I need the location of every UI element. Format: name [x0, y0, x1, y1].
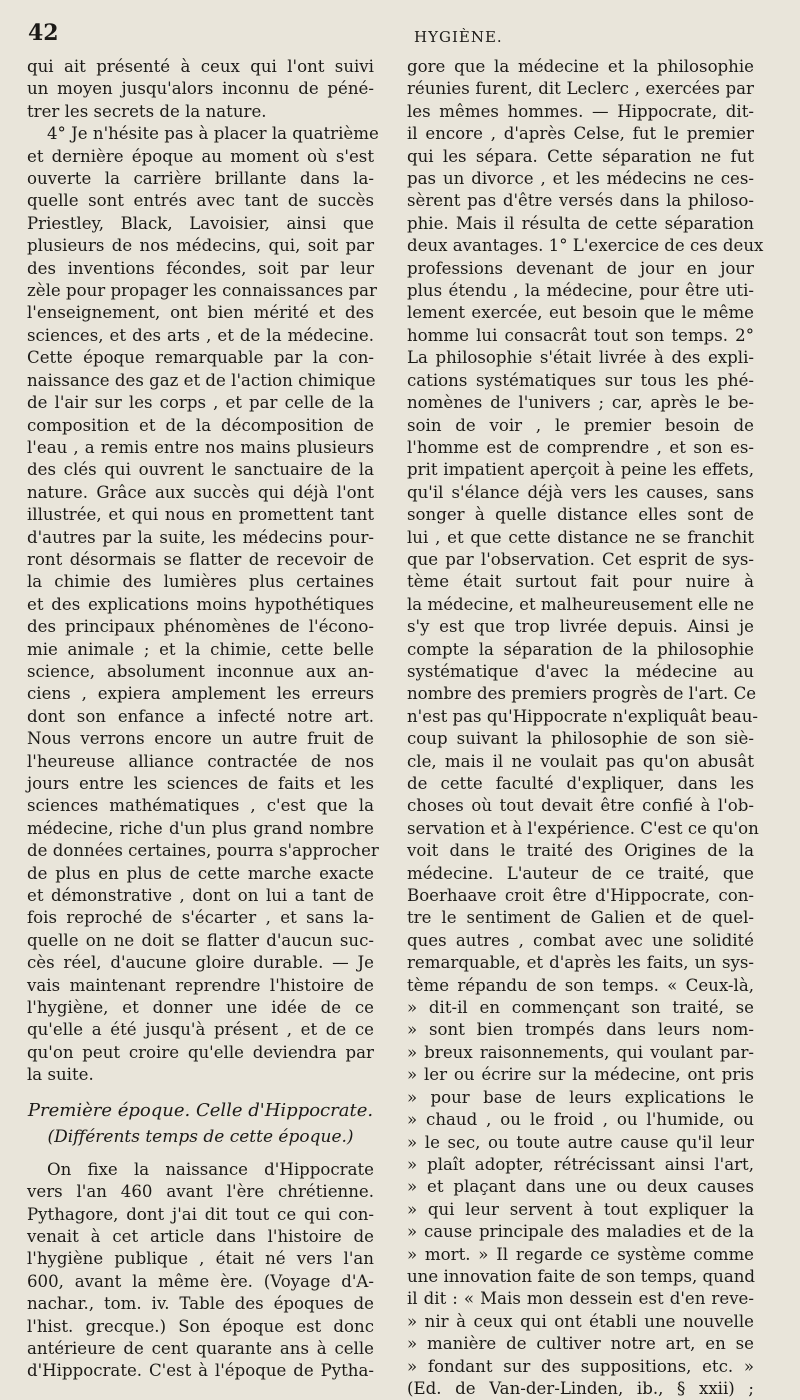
text-line: » ler ou écrire sur la médecine, ont pris [407, 1065, 754, 1085]
text-line: » manière de cultiver notre art, en se [407, 1334, 754, 1354]
text-line: cations systématiques sur tous les phé- [407, 370, 754, 390]
text-line: que par l'observation. Cet esprit de sys- [407, 549, 754, 569]
text-line: Boerhaave croit être d'Hippocrate, con- [407, 886, 754, 906]
text-line: science, absolument inconnue aux an- [27, 661, 374, 681]
text-line: » mort. » Il regarde ce système comme [407, 1244, 754, 1264]
text-line: d'autres par la suite, les médecins pour- [27, 527, 374, 547]
text-line: plusieurs de nos médecins, qui, soit par [27, 236, 374, 256]
text-line: quelle sont entrés avec tant de succès [27, 191, 374, 211]
text-line: » dit-il en commençant son traité, se [407, 998, 754, 1018]
text-line: de données certaines, pourra s'approcher [27, 841, 379, 861]
text-line: qui les sépara. Cette séparation ne fut [407, 146, 754, 166]
text-line: l'hist. grecque.) Son époque est donc [27, 1316, 374, 1336]
text-line: coup suivant la philosophie de son siè- [407, 729, 754, 749]
text-line: réunies furent, dit Leclerc , exercées par [407, 79, 754, 99]
text-line: sciences mathématiques , c'est que la [27, 796, 374, 816]
text-line: naissance des gaz et de l'action chimique [27, 370, 376, 390]
text-line: » qui leur servent à tout expliquer la [407, 1199, 754, 1219]
text-line: d'Hippocrate. C'est à l'époque de Pytha- [27, 1361, 374, 1381]
text-line: homme lui consacrât tout son temps. 2° [407, 325, 754, 345]
text-line: nature. Grâce aux succès qui déjà l'ont [27, 482, 374, 502]
text-line: voit dans le traité des Origines de la [407, 841, 754, 861]
paragraph [407, 56, 764, 1400]
text-line: nachar., tom. iv. Table des époques de [27, 1294, 374, 1314]
text-line: » nir à ceux qui ont établi une nouvelle [407, 1311, 754, 1331]
section-heading: Première époque. Celle d'Hippocrate. [27, 1099, 374, 1121]
text-line: pas un divorce , et les médecins ne ces- [407, 169, 754, 189]
text-line: » breux raisonnements, qui voulant par- [407, 1042, 754, 1062]
text-line: des clés qui ouvrent le sanctuaire de la [27, 460, 374, 480]
text-line: qu'on peut croire qu'elle deviendra par [27, 1042, 374, 1062]
left-column [27, 56, 379, 1383]
text-line: de l'air sur les corps , et par celle de la [27, 393, 374, 413]
text-line: choses où tout devait être confié à l'ob- [407, 796, 754, 816]
text-line: l'hygiène publique , était né vers l'an [27, 1249, 374, 1269]
text-line: ront désormais se flatter de recevoir de [27, 549, 374, 569]
right-column [407, 56, 764, 1400]
text-line: vais maintenant reprendre l'histoire de [27, 975, 374, 995]
text-line: illustrée, et qui nous en promettent tant [27, 505, 374, 525]
text-line: il encore , d'après Celse, fut le premier [407, 124, 754, 144]
text-line: il dit : « Mais mon dessein est d'en reve- [407, 1289, 754, 1309]
text-line: lui , et que cette distance ne se franchit [407, 527, 754, 547]
text-line: l'heureuse alliance contractée de nos [27, 751, 374, 771]
text-line: » pour base de leurs explications le [407, 1087, 754, 1107]
text-line: qu'il s'élance déjà vers les causes, sans [407, 482, 754, 502]
text-line: l'enseignement, ont bien mérité et des [27, 303, 374, 323]
text-line: ouverte la carrière brillante dans la- [27, 169, 374, 189]
text-line: tème répandu de son temps. « Ceux-là, [407, 975, 754, 995]
text-line: 4° Je n'hésite pas à placer la quatrième [47, 124, 379, 144]
text-line: composition et de la décomposition de [27, 415, 374, 435]
text-line: plus étendu , la médecine, pour être uti- [407, 281, 754, 301]
running-head: HYGIÈNE. [414, 28, 503, 46]
text-line: l'hygiène, et donner une idée de ce [27, 998, 374, 1018]
text-line: un moyen jusqu'alors inconnu de péné- [27, 79, 374, 99]
text-line: sèrent pas d'être versés dans la philoso- [407, 191, 754, 211]
text-line: » chaud , ou le froid , ou l'humide, ou [407, 1110, 754, 1130]
text-line: professions devenant de jour en jour [407, 258, 754, 278]
text-line: mie animale ; et la chimie, cette belle [27, 639, 374, 659]
text-line: » le sec, ou toute autre cause qu'il leur [407, 1132, 754, 1152]
page-header [28, 20, 760, 50]
text-line: n'est pas qu'Hippocrate n'expliquât beau- [407, 706, 759, 726]
text-line: soin de voir , le premier besoin de [407, 415, 754, 435]
text-line: cle, mais il ne voulait pas qu'on abusât [407, 751, 754, 771]
text-line: » fondant sur des suppositions, etc. » [407, 1356, 754, 1376]
text-line: trer les secrets de la nature. [27, 101, 267, 121]
text-line: Nous verrons encore un autre fruit de [27, 729, 374, 749]
text-line: qui ait présenté à ceux qui l'ont suivi [27, 57, 374, 76]
section-heading-block [27, 1099, 374, 1149]
text-line: des principaux phénomènes de l'écono- [27, 617, 374, 637]
text-line: La philosophie s'était livrée à des expli- [407, 348, 754, 368]
text-line: vers l'an 460 avant l'ère chrétienne. [27, 1182, 374, 1202]
text-line: jours entre les sciences de faits et les [27, 774, 374, 793]
text-line: et des explications moins hypothétiques [27, 594, 374, 614]
text-line: des inventions fécondes, soit par leur [27, 258, 374, 278]
text-line: songer à quelle distance elles sont de [407, 505, 754, 525]
text-line: » sont bien trompés dans leurs nom- [407, 1020, 754, 1040]
text-line: tre le sentiment de Galien et de quel- [407, 908, 754, 928]
text-line: ciens , expiera amplement les erreurs [27, 684, 374, 704]
text-line: Priestley, Black, Lavoisier, ainsi que [27, 213, 374, 233]
text-line: systématique d'avec la médecine au [407, 661, 754, 681]
text-line: deux avantages. 1° L'exercice de ces deux [407, 236, 764, 256]
text-line: On fixe la naissance d'Hippocrate [47, 1159, 374, 1179]
text-line: » et plaçant dans une ou deux causes [407, 1177, 754, 1197]
text-line: sciences, et des arts , et de la médecine. [27, 325, 374, 345]
text-line: gore que la médecine et la philosophie [407, 57, 754, 76]
text-line: nomènes de l'univers ; car, après le be- [407, 393, 754, 413]
text-line: de plus en plus de cette marche exacte [27, 863, 374, 883]
text-line: nombre des premiers progrès de l'art. Ce [407, 684, 757, 704]
text-line: prit impatient aperçoit à peine les effets, [407, 460, 754, 480]
text-line: 600, avant la même ère. (Voyage d'A- [27, 1271, 374, 1291]
text-line: la suite. [27, 1065, 94, 1085]
text-line: l'eau , a remis entre nos mains plusieurs [27, 437, 374, 457]
page-number: 42 [28, 20, 59, 46]
text-line: zèle pour propager les connaissances par [27, 281, 377, 301]
paragraph [27, 56, 374, 123]
text-line: et démonstrative , dont on lui a tant de [27, 886, 374, 906]
text-line: (Ed. de Van-der-Linden, ib., § xxii) ; [407, 1378, 754, 1398]
text-line: les mêmes hommes. — Hippocrate, dit- [407, 101, 754, 121]
text-line: lement exercée, eut besoin que le même [407, 303, 754, 323]
paragraph [27, 1159, 374, 1383]
text-line: qu'elle a été jusqu'à présent , et de ce [27, 1020, 374, 1040]
text-line: quelle on ne doit se flatter d'aucun suc- [27, 930, 374, 950]
text-line: la médecine, et malheureusement elle ne [407, 594, 755, 614]
text-line: l'homme est de comprendre , et son es- [407, 437, 754, 457]
text-line: Cette époque remarquable par la con- [27, 348, 374, 368]
text-line: et dernière époque au moment où s'est [27, 146, 374, 166]
text-line: remarquable, et d'après les faits, un sys- [407, 953, 754, 973]
text-line: tème était surtout fait pour nuire à [407, 572, 754, 592]
text-line: s'y est que trop livrée depuis. Ainsi je [407, 617, 754, 637]
paragraph [27, 123, 379, 1086]
text-line: fois reproché de s'écarter , et sans la- [27, 908, 374, 928]
text-line: » plaît adopter, rétrécissant ainsi l'art, [407, 1154, 754, 1174]
text-line: médecine. L'auteur de ce traité, que [407, 863, 754, 883]
text-line: phie. Mais il résulta de cette séparation [407, 213, 754, 233]
text-line: servation et à l'expérience. C'est ce qu'on [407, 818, 759, 838]
text-line: de cette faculté d'expliquer, dans les [407, 774, 754, 793]
text-line: une innovation faite de son temps, quand [407, 1266, 756, 1286]
text-line: ques autres , combat avec une solidité [407, 930, 754, 950]
text-line: venait à cet article dans l'histoire de [27, 1226, 374, 1246]
text-line: antérieure de cent quarante ans à celle [27, 1338, 374, 1358]
text-line: la chimie des lumières plus certaines [27, 572, 374, 592]
text-line: cès réel, d'aucune gloire durable. — Je [27, 953, 374, 973]
text-line: médecine, riche d'un plus grand nombre [27, 818, 374, 838]
text-line: dont son enfance a infecté notre art. [27, 706, 374, 726]
text-line: Pythagore, dont j'ai dit tout ce qui con- [27, 1204, 374, 1224]
section-subheading: (Différents temps de cette époque.) [47, 1126, 354, 1147]
text-line: compte la séparation de la philosophie [407, 639, 754, 659]
text-line: » cause principale des maladies et de la [407, 1222, 754, 1242]
